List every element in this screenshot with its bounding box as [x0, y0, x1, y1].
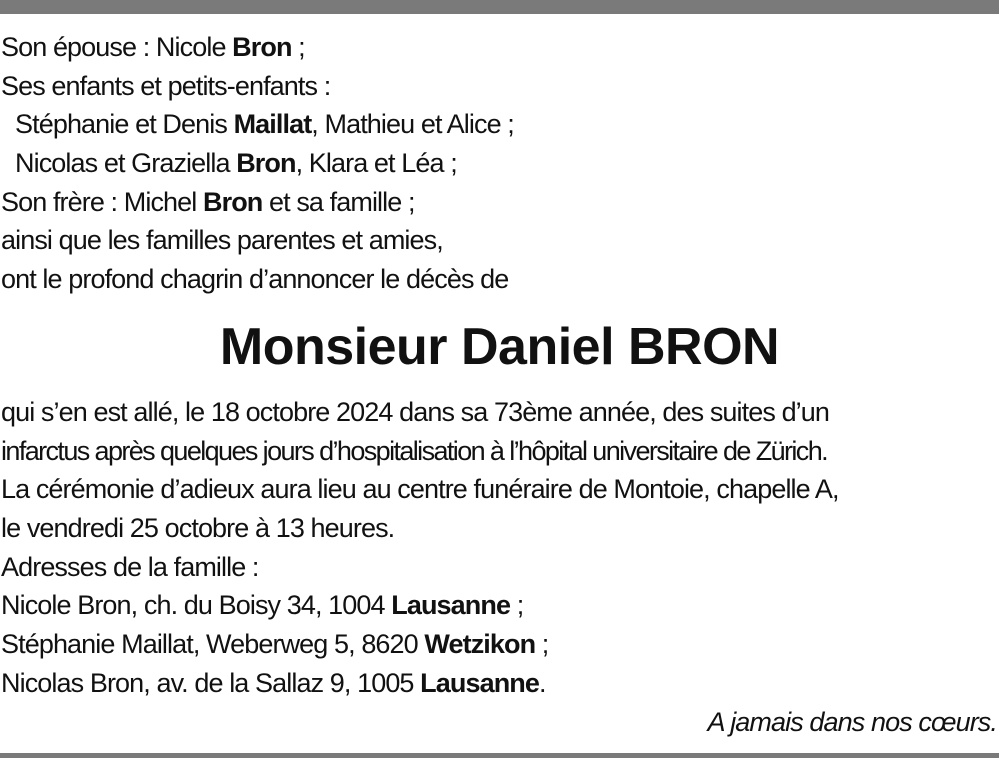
body-line-ceremony-time: le vendredi 25 octobre à 13 heures.: [1, 513, 395, 544]
body-line-ceremony: La cérémonie d’adieux aura lieu au centre funéraire de Montoie, chapelle A,: [1, 474, 839, 505]
body-line-addresses-heading: Adresses de la famille :: [1, 551, 259, 582]
bottom-rule: [0, 753, 999, 758]
address-nicole: Nicole Bron, ch. du Boisy 34, 1004 Lausanne ;: [1, 590, 524, 621]
intro-line-nicolas: Nicolas et Graziella Bron, Klara et Léa ;: [15, 148, 457, 179]
body-line-death-date: qui s’en est allé, le 18 octobre 2024 dans sa 73ème année, des suites d’un: [1, 397, 830, 427]
intro-line-families: ainsi que les familles parentes et amies,: [1, 225, 443, 256]
top-rule: [0, 0, 999, 14]
announcement-intro: [1, 28, 997, 299]
intro-line-brother: Son frère : Michel Bron et sa famille ;: [1, 186, 415, 217]
deceased-name: Monsieur Daniel BRON: [219, 318, 780, 376]
intro-line-spouse: Son épouse : Nicole Bron ;: [1, 32, 305, 62]
announcement-body: [1, 393, 997, 703]
body-line-hospital: infarctus après quelques jours d’hospitalisation à l’hôpital universitaire de Zürich.: [1, 435, 828, 466]
intro-line-stephanie: Stéphanie et Denis Maillat, Mathieu et Alice ;: [15, 109, 514, 140]
intro-line-announcement: ont le profond chagrin d’annoncer le décès de: [1, 264, 509, 295]
closing-phrase: A jamais dans nos cœurs.: [707, 707, 997, 737]
address-stephanie: Stéphanie Maillat, Weberweg 5, 8620 Wetzikon ;: [1, 629, 549, 660]
address-nicolas: Nicolas Bron, av. de la Sallaz 9, 1005 Lausanne.: [1, 667, 546, 698]
intro-line-children: Ses enfants et petits-enfants :: [1, 70, 331, 101]
